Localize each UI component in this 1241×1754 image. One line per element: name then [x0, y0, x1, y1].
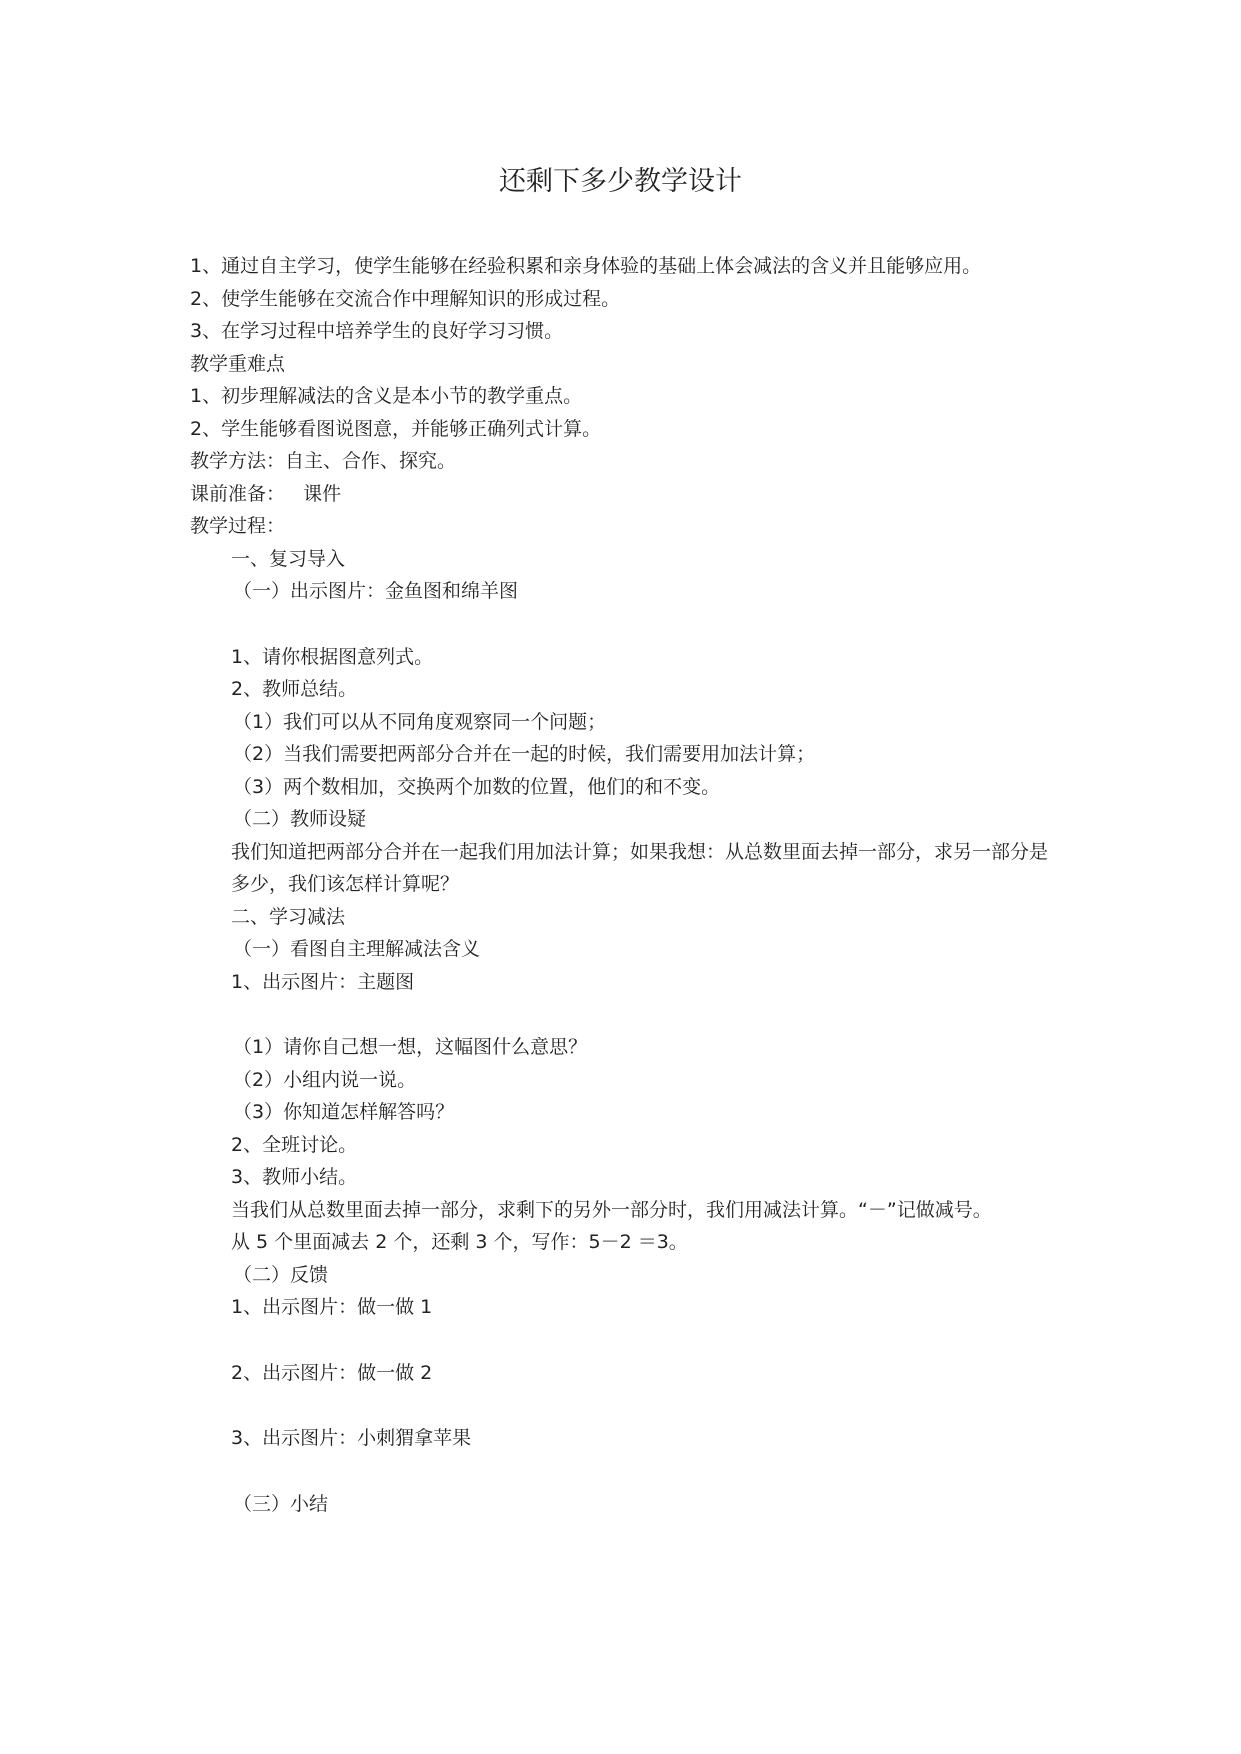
feedback-1: 1、出示图片：做一做 1	[231, 1296, 433, 1318]
feedback-2: 2、出示图片：做一做 2	[231, 1361, 433, 1384]
preparation: 课前准备： 课件	[190, 482, 342, 505]
part1-question: 我们知道把两部分合并在一起我们用加法计算；如果我想：从总数里面去掉一部分，求另一部分是多少，我们该怎样计算呢？	[231, 840, 1049, 895]
image-placeholder-gap	[190, 1389, 1060, 1422]
key-points-heading: 教学重难点	[190, 352, 286, 375]
feedback-3: 3、出示图片：小刺猬拿苹果	[231, 1427, 472, 1449]
part1-heading: 一、复习导入	[231, 547, 346, 570]
part1-step2: 2、教师总结。	[231, 678, 358, 700]
part1-point-3: （3）两个数相加，交换两个加数的位置，他们的和不变。	[233, 775, 721, 798]
part2-step1: 1、出示图片：主题图	[231, 970, 415, 993]
process-heading: 教学过程：	[190, 515, 286, 537]
key-point-2: 2、学生能够看图说图意，并能够正确列式计算。	[190, 417, 602, 440]
image-placeholder-gap	[190, 608, 1060, 641]
part2-point-3: （3）你知道怎样解答吗？	[233, 1101, 455, 1123]
part1-sub1: （一）出示图片：金鱼图和绵羊图	[233, 580, 519, 602]
part2-sub1: （一）看图自主理解减法含义	[233, 938, 481, 960]
document-title: 还剩下多少教学设计	[499, 166, 742, 197]
part2-heading: 二、学习减法	[231, 905, 346, 928]
objective-2: 2、使学生能够在交流合作中理解知识的形成过程。	[190, 287, 621, 310]
image-placeholder-gap	[190, 998, 1060, 1031]
part1-point-2: （2）当我们需要把两部分合并在一起的时候，我们需要用加法计算；	[233, 743, 816, 765]
part2-point-2: （2）小组内说一说。	[233, 1068, 417, 1091]
part1-sub2: （二）教师设疑	[233, 808, 367, 830]
part1-point-1: （1）我们可以从不同角度观察同一个问题；	[233, 710, 607, 733]
part2-example: 从 5 个里面减去 2 个，还剩 3 个，写作：5－2 ＝3。	[231, 1231, 688, 1253]
image-placeholder-gap	[190, 1324, 1060, 1357]
image-placeholder-gap	[190, 1455, 1060, 1488]
document-body	[190, 250, 1060, 1520]
part2-step3: 3、教师小结。	[231, 1166, 358, 1188]
part1-step1: 1、请你根据图意列式。	[231, 645, 434, 668]
part2-summary: 当我们从总数里面去掉一部分，求剩下的另外一部分时，我们用减法计算。“－”记做减号。	[231, 1198, 992, 1221]
part2-step2: 2、全班讨论。	[231, 1133, 358, 1156]
key-point-1: 1、初步理解减法的含义是本小节的教学重点。	[190, 385, 583, 407]
objective-3: 3、在学习过程中培养学生的良好学习习惯。	[190, 320, 564, 342]
part2-sub3: （三）小结	[233, 1492, 329, 1515]
part2-sub2: （二）反馈	[233, 1263, 329, 1286]
part2-point-1: （1）请你自己想一想，这幅图什么意思？	[233, 1036, 588, 1058]
teaching-method: 教学方法：自主、合作、探究。	[190, 450, 457, 472]
objective-1: 1、通过自主学习，使学生能够在经验积累和亲身体验的基础上体会减法的含义并且能够应用。	[190, 255, 982, 277]
